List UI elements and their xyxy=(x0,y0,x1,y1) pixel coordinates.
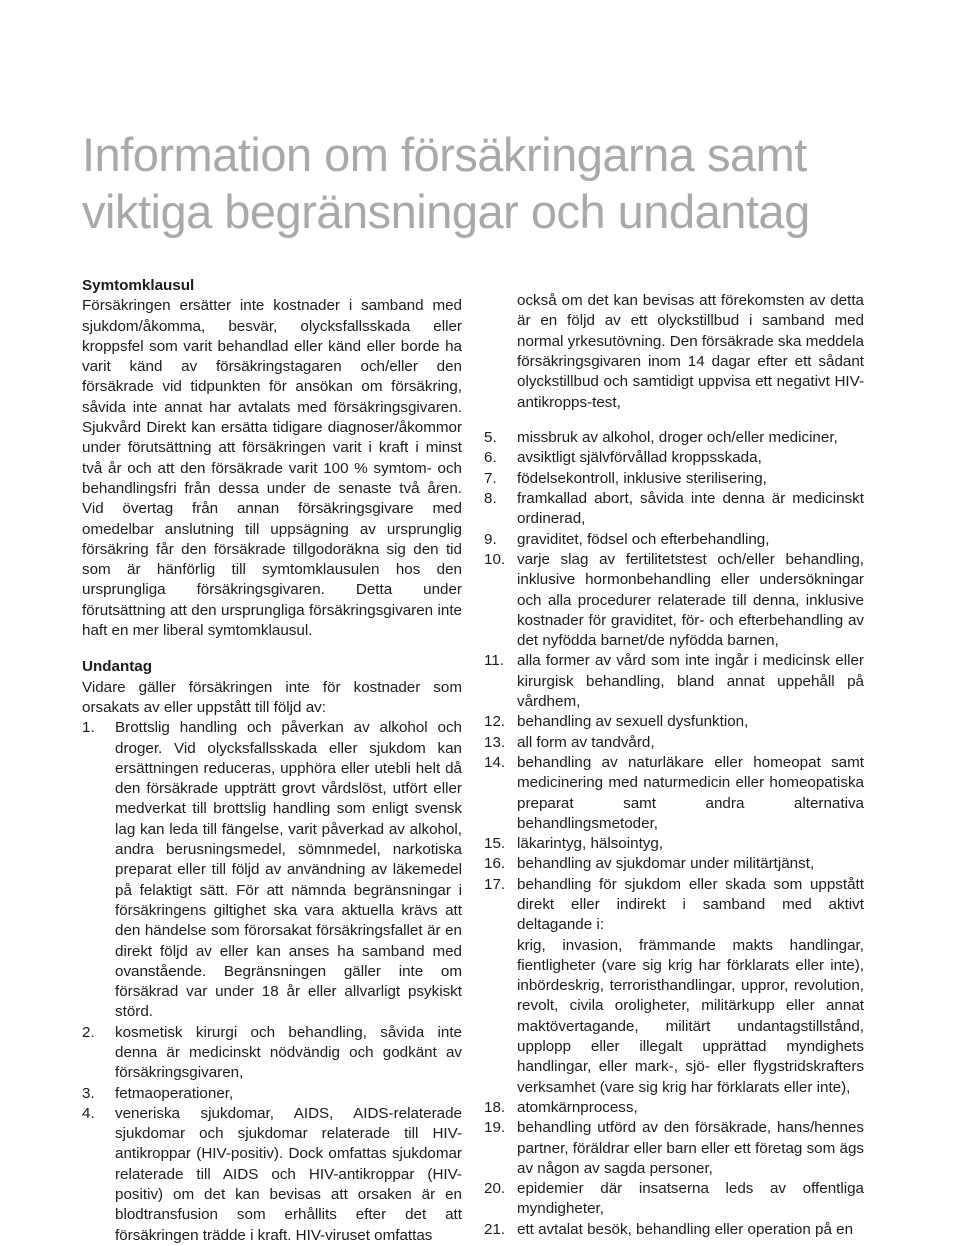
list-item xyxy=(484,469,864,489)
list-item-number: 6. xyxy=(484,449,497,467)
list-item xyxy=(484,753,864,834)
list-item-text: varje slag av fertilitetstest och/eller behandling, inklusive hormonbehandling eller undersökningar och alla procedurer relaterade till denna, inklusive kostnader för graviditet, för- och efterbehandling av det nyfödda barnet/de nyfödda barnen, xyxy=(517,550,864,650)
list-item-text: graviditet, födsel och efterbehandling, xyxy=(517,530,770,548)
undantag-heading: Undantag xyxy=(82,658,153,676)
list-item-text: atomkärnprocess, xyxy=(517,1098,638,1116)
list-item-number: 2. xyxy=(82,1023,95,1041)
list-item xyxy=(82,718,462,1022)
list-item-text: behandling av sexuell dysfunktion, xyxy=(517,713,749,731)
list-item-text: behandling av naturläkare eller homeopat samt medicinering med naturmedicin eller homeopatiska preparat samt andra alternativa behandlingsmetoder, xyxy=(517,753,864,832)
right-column xyxy=(484,276,864,1240)
list-item-number: 3. xyxy=(82,1084,95,1102)
page-title-line-2: viktiga begränsningar och undantag xyxy=(82,185,810,238)
list-item-number: 13. xyxy=(484,733,506,751)
list-item xyxy=(484,489,864,530)
list-item xyxy=(484,428,864,448)
list-item-text: framkallad abort, såvida inte denna är medicinskt ordinerad, xyxy=(517,490,864,528)
list-item xyxy=(484,854,864,874)
list-item xyxy=(82,1104,462,1246)
list-item-number: 9. xyxy=(484,530,497,548)
list-item xyxy=(484,834,864,854)
list-item-number: 4. xyxy=(82,1104,95,1122)
exclusions-list-right xyxy=(484,428,864,1240)
list-item-text: behandling utförd av den försäkrade, hans/hennes partner, föräldrar eller barn eller ett företag som ägs av någon av sagda personer, xyxy=(517,1119,864,1177)
list-item xyxy=(82,1023,462,1084)
list-item-text: fetmaoperationer, xyxy=(115,1084,234,1102)
list-item xyxy=(484,733,864,753)
exclusions-list-left xyxy=(82,718,462,1246)
section-spacer xyxy=(82,641,462,657)
list-item-number: 16. xyxy=(484,855,506,873)
list-item-number: 17. xyxy=(484,875,506,893)
list-item-number: 20. xyxy=(484,1180,506,1198)
list-item-lead: behandling för sjukdom eller skada som uppstått direkt eller indirekt i samband med aktivt deltagande i: xyxy=(517,875,864,934)
list-item xyxy=(484,712,864,732)
list-item-number: 1. xyxy=(82,719,95,737)
list-item-text: all form av tandvård, xyxy=(517,733,655,751)
list-item-number: 21. xyxy=(484,1220,506,1238)
list-item-number: 14. xyxy=(484,753,506,771)
list-item xyxy=(484,1179,864,1220)
list-item-number: 19. xyxy=(484,1119,506,1137)
list-item xyxy=(484,1118,864,1179)
list-item-text: ett avtalat besök, behandling eller operation på en xyxy=(517,1220,854,1238)
list-item-text: behandling av sjukdomar under militärtjänst, xyxy=(517,855,815,873)
list-item-text: epidemier där insatserna leds av offentliga myndigheter, xyxy=(517,1180,864,1218)
list-item-text: läkarintyg, hälsointyg, xyxy=(517,835,664,853)
list-item-text: födelsekontroll, inklusive sterilisering, xyxy=(517,469,767,487)
list-item-text xyxy=(517,875,864,1098)
list-item xyxy=(484,1098,864,1118)
symtomklausul-heading: Symtomklausul xyxy=(82,277,195,294)
list-item-text: kosmetisk kirurgi och behandling, såvida inte denna är medicinskt nödvändig och godkänt av försäkringsgivaren, xyxy=(115,1023,462,1082)
list-item-number: 10. xyxy=(484,550,506,568)
undantag-intro: Vidare gäller försäkringen inte för kostnader som orsakats av eller uppstått till följd av: xyxy=(82,678,462,716)
list-item-number: 15. xyxy=(484,835,506,853)
left-column xyxy=(82,276,462,1246)
list-item-number: 12. xyxy=(484,713,506,731)
list-item-number: 5. xyxy=(484,429,497,447)
list-item xyxy=(484,1220,864,1240)
symtomklausul-text: Försäkringen ersätter inte kostnader i samband med sjukdom/åkomma, besvär, olycksfallsskada eller kroppsfel som varit behandlad eller känd eller borde ha varit känd av försäkringstagaren och/eller den försäkrade vid tidpunkten för ansökan om försäkring, såvida inte annat har avtalats med försäkringsgivaren. Sjukvård Direkt kan ersätta tidigare diagnoser/åkommor under förutsättning att försäkringen varit i kraft i minst två år och att den försäkrade varit 100 % symtom- och behandlingsfri från dessa under de senaste två åren. Vid övertag från annan försäkringsgivare med omedelbar anslutning till uppsägning av ursprunglig försäkring får den försäkrade tillgodoräkna sig den tid som är hänförlig till symtomklausulen hos den ursprungliga försäkringsgivaren. Detta under förutsättning att den ursprungliga försäkringsgivaren inte haft en mer liberal symtomklausul. xyxy=(82,297,462,640)
page-title xyxy=(82,126,902,240)
item-4-continuation: också om det kan bevisas att förekomsten av detta är en följd av ett olyckstillbud i samband med normal yrkesutövning. Den försäkrade ska meddela försäkringsgivaren inom 14 dagar efter ett sådant olyckstillbud och samtidigt uppvisa ett negativt HIV-antikropps-test, xyxy=(517,292,864,411)
list-item-number: 11. xyxy=(484,652,504,670)
list-item-number: 8. xyxy=(484,490,497,508)
list-item-number: 18. xyxy=(484,1098,506,1116)
list-item xyxy=(484,550,864,651)
list-item xyxy=(484,875,864,1098)
list-item-number: 7. xyxy=(484,469,497,487)
list-item-text: alla former av vård som inte ingår i medicinsk eller kirurgisk behandling, bland annat uppehåll på vårdhem, xyxy=(517,652,864,711)
list-item xyxy=(484,651,864,712)
page-title-line-1: Information om försäkringarna samt xyxy=(82,128,807,181)
list-item-subtext: krig, invasion, främmande makts handlingar, fientligheter (vare sig krig har förklarats eller inte), inbördeskrig, terroristhandlingar, uppror, revolution, revolt, civila oroligheter, militärkupp eller annat maktövertagande, militärt undantagstillstånd, upplopp eller illegalt upprättad myndighets handlingar, eller mark-, sjö- eller flygstridskrafters verksamhet (vare sig krig har förklarats eller inte), xyxy=(517,936,864,1096)
list-item xyxy=(484,530,864,550)
list-item-text: veneriska sjukdomar, AIDS, AIDS-relaterade sjukdomar och sjukdomar relaterade till HIV-antikroppar (HIV-positiv). Dock omfattas sjukdomar relaterade till AIDS och HIV-antikroppar (HIV-positiv) om det kan bevisas att orsaken är en blodtransfusion som erhållits efter det att försäkringen trädde i kraft. HIV-viruset omfattas xyxy=(115,1104,462,1244)
list-item-text: missbruk av alkohol, droger och/eller mediciner, xyxy=(517,429,838,447)
list-item-text: Brottslig handling och påverkan av alkohol och droger. Vid olycksfallsskada eller sjukdom kan ersättningen reduceras, upphöra eller utebli helt då den försäkrade uppträtt grovt vårdslöst, utfört eller medverkat till brottslig handling som enligt svensk lag kan leda till fängelse, varit påverkad av alkohol, andra berusningsmedel, sömnmedel, narkotiska preparat eller till följd av användning av läkemedel på felaktigt sätt. För att nämnda begränsningar i försäkringens giltighet ska vara aktuella krävs att den händelse som förorsakat försäkringsfallet är en direkt följd av eller kan anses ha samband med ovanstående. Begränsningen gäller inte om försäkrad var under 18 år eller allvarligt psykiskt störd. xyxy=(115,719,462,1021)
list-item-text: avsiktligt självförvållad kroppsskada, xyxy=(517,449,762,467)
list-item xyxy=(484,448,864,468)
list-item xyxy=(82,1084,462,1104)
